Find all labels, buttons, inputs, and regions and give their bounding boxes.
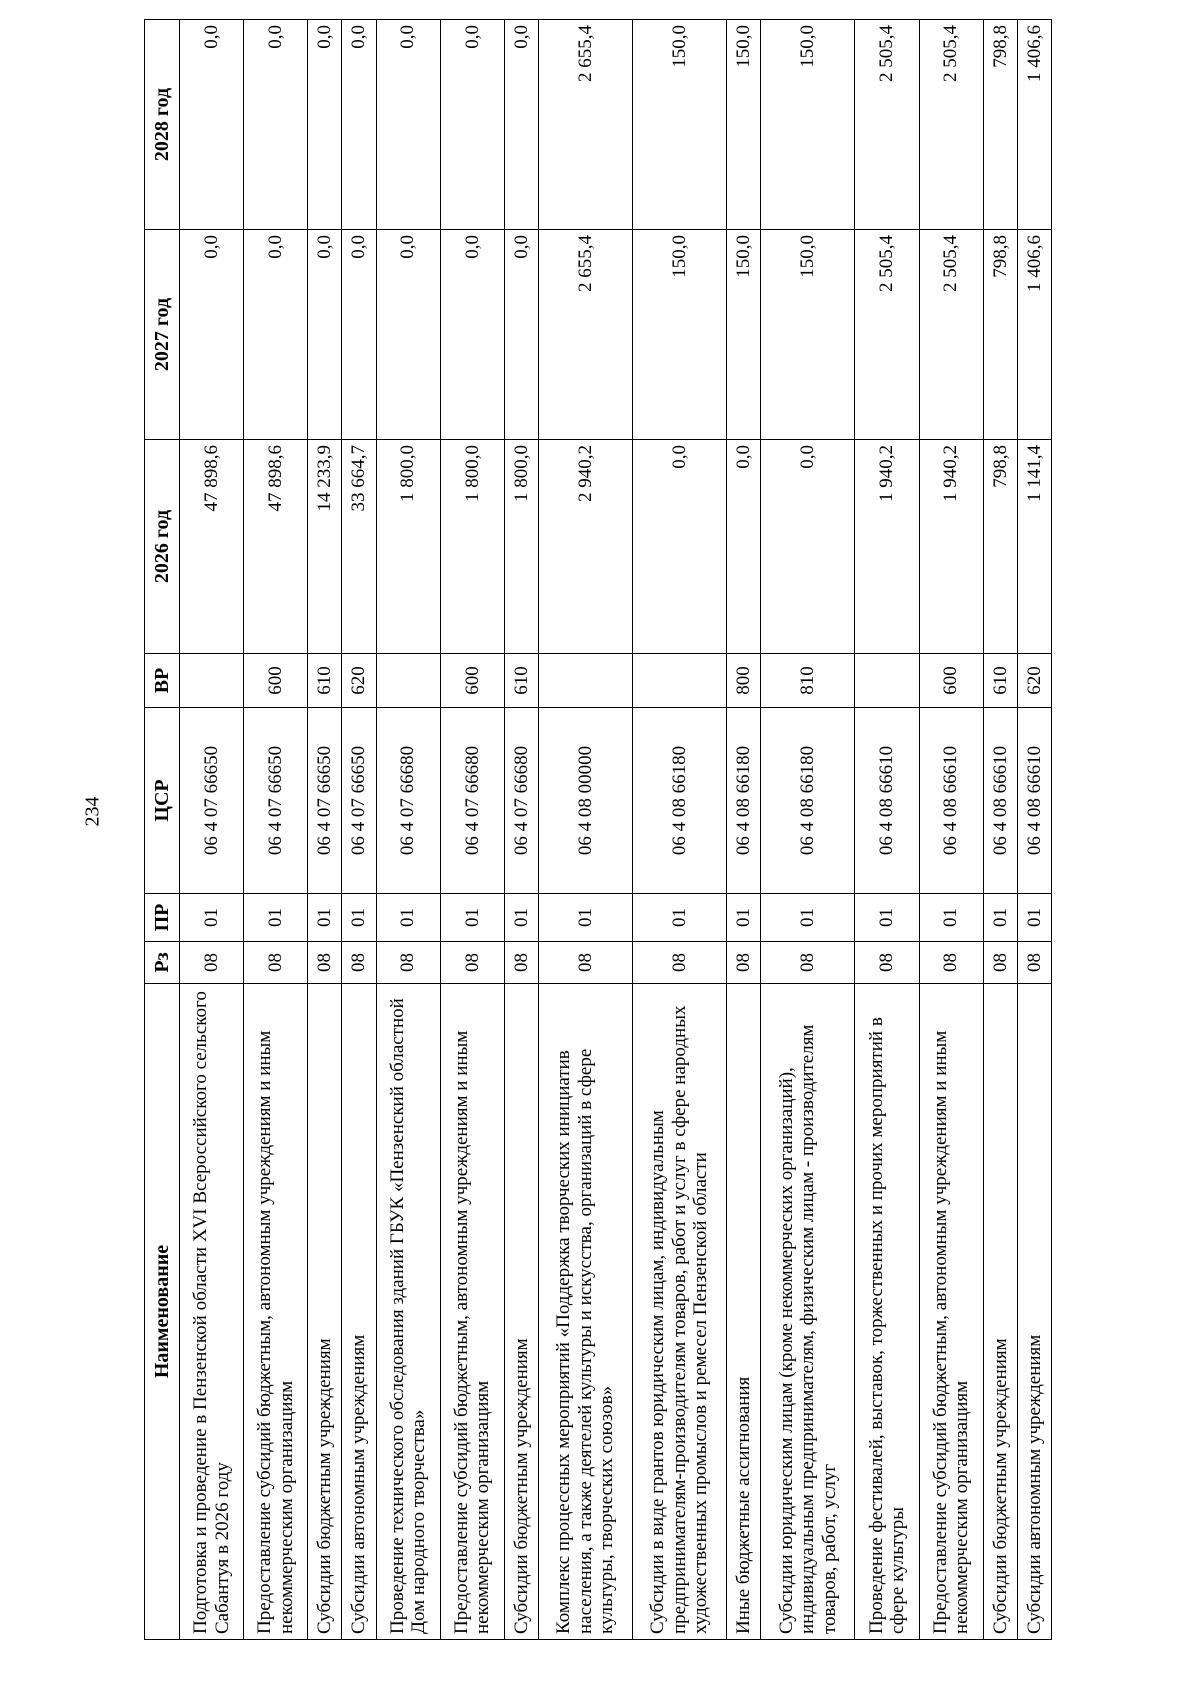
cell-2028: 0,0 (440, 20, 504, 230)
cell-rz: 08 (633, 942, 727, 984)
table-row (308, 20, 342, 1640)
cell-rz: 08 (855, 942, 919, 984)
cell-2028: 0,0 (376, 20, 440, 230)
cell-rz: 08 (180, 942, 244, 984)
cell-rz: 08 (504, 942, 538, 984)
cell-rz: 08 (308, 942, 342, 984)
header-2027: 2027 год (145, 230, 180, 440)
cell-2026: 1 940,2 (919, 440, 983, 654)
cell-pr: 01 (376, 894, 440, 942)
cell-2028: 0,0 (244, 20, 308, 230)
cell-pr: 01 (1017, 894, 1051, 942)
header-2026: 2026 год (145, 440, 180, 654)
cell-pr: 01 (727, 894, 761, 942)
cell-2028: 798,8 (983, 20, 1017, 230)
cell-2028: 0,0 (308, 20, 342, 230)
cell-pr: 01 (504, 894, 538, 942)
budget-table (144, 19, 1052, 1640)
cell-vr (855, 654, 919, 708)
cell-2027: 1 406,6 (1017, 230, 1051, 440)
cell-vr: 800 (727, 654, 761, 708)
cell-name: Субсидии в виде грантов юридическим лицам, индивидуальным предпринимателям-производителям товаров, работ и услуг в сфере народных художественных промыслов и ремесел Пензенской области (633, 984, 727, 1640)
header-vr: ВР (145, 654, 180, 708)
cell-name: Субсидии бюджетным учреждениям (504, 984, 538, 1640)
cell-2027: 798,8 (983, 230, 1017, 440)
table-row (633, 20, 727, 1640)
cell-name: Проведение фестивалей, выставок, торжественных и прочих мероприятий в сфере культуры (855, 984, 919, 1640)
cell-vr (538, 654, 632, 708)
cell-csr: 06 4 07 66650 (244, 708, 308, 894)
cell-vr: 600 (244, 654, 308, 708)
cell-csr: 06 4 08 66180 (727, 708, 761, 894)
cell-vr: 620 (342, 654, 376, 708)
cell-rz: 08 (538, 942, 632, 984)
cell-vr (180, 654, 244, 708)
cell-pr: 01 (180, 894, 244, 942)
cell-2028: 0,0 (504, 20, 538, 230)
cell-2027: 2 505,4 (919, 230, 983, 440)
cell-2027: 0,0 (440, 230, 504, 440)
cell-2027: 2 505,4 (855, 230, 919, 440)
cell-2026: 1 800,0 (376, 440, 440, 654)
cell-name: Субсидии юридическим лицам (кроме некоммерческих организаций), индивидуальным предпринимателям, физическим лицам - производителям товаров, работ, услуг (761, 984, 855, 1640)
cell-name: Проведение технического обследования зданий ГБУК «Пензенский областной Дом народного творчества» (376, 984, 440, 1640)
cell-vr: 610 (504, 654, 538, 708)
cell-2027: 0,0 (244, 230, 308, 440)
cell-rz: 08 (342, 942, 376, 984)
cell-2026: 14 233,9 (308, 440, 342, 654)
cell-rz: 08 (727, 942, 761, 984)
cell-csr: 06 4 08 66610 (919, 708, 983, 894)
cell-2026: 0,0 (727, 440, 761, 654)
cell-csr: 06 4 08 00000 (538, 708, 632, 894)
cell-2027: 0,0 (180, 230, 244, 440)
cell-2027: 0,0 (504, 230, 538, 440)
header-2028: 2028 год (145, 20, 180, 230)
table-row (504, 20, 538, 1640)
cell-2027: 0,0 (342, 230, 376, 440)
table-row (440, 20, 504, 1640)
cell-2027: 0,0 (376, 230, 440, 440)
table-row (180, 20, 244, 1640)
cell-2026: 1 141,4 (1017, 440, 1051, 654)
cell-2026: 2 940,2 (538, 440, 632, 654)
cell-2027: 0,0 (308, 230, 342, 440)
page-number: 234 (81, 796, 104, 827)
cell-2028: 2 505,4 (919, 20, 983, 230)
table-row (727, 20, 761, 1640)
cell-csr: 06 4 08 66180 (633, 708, 727, 894)
cell-2028: 2 655,4 (538, 20, 632, 230)
cell-pr: 01 (761, 894, 855, 942)
cell-pr: 01 (440, 894, 504, 942)
cell-csr: 06 4 07 66650 (342, 708, 376, 894)
cell-csr: 06 4 07 66650 (180, 708, 244, 894)
cell-vr: 600 (440, 654, 504, 708)
cell-pr: 01 (308, 894, 342, 942)
cell-vr: 610 (983, 654, 1017, 708)
cell-rz: 08 (440, 942, 504, 984)
cell-2028: 0,0 (342, 20, 376, 230)
cell-2027: 150,0 (727, 230, 761, 440)
cell-pr: 01 (983, 894, 1017, 942)
cell-2026: 1 800,0 (440, 440, 504, 654)
header-pr: ПР (145, 894, 180, 942)
cell-rz: 08 (919, 942, 983, 984)
table-row (983, 20, 1017, 1640)
cell-2027: 150,0 (633, 230, 727, 440)
cell-csr: 06 4 08 66610 (855, 708, 919, 894)
cell-csr: 06 4 08 66610 (983, 708, 1017, 894)
cell-vr: 810 (761, 654, 855, 708)
header-csr: ЦСР (145, 708, 180, 894)
cell-name: Предоставление субсидий бюджетным, автономным учреждениям и иным некоммерческим организациям (244, 984, 308, 1640)
cell-2028: 150,0 (633, 20, 727, 230)
cell-rz: 08 (761, 942, 855, 984)
cell-pr: 01 (633, 894, 727, 942)
cell-2028: 150,0 (727, 20, 761, 230)
cell-vr: 620 (1017, 654, 1051, 708)
cell-name: Иные бюджетные ассигнования (727, 984, 761, 1640)
cell-pr: 01 (538, 894, 632, 942)
cell-pr: 01 (244, 894, 308, 942)
header-rz: Рз (145, 942, 180, 984)
cell-2028: 150,0 (761, 20, 855, 230)
header-name: Наименование (145, 984, 180, 1640)
cell-rz: 08 (376, 942, 440, 984)
cell-vr: 610 (308, 654, 342, 708)
cell-name: Предоставление субсидий бюджетным, автономным учреждениям и иным некоммерческим организациям (919, 984, 983, 1640)
cell-2026: 33 664,7 (342, 440, 376, 654)
table-container (144, 20, 1052, 1640)
cell-2026: 47 898,6 (244, 440, 308, 654)
cell-vr (633, 654, 727, 708)
cell-name: Субсидии автономным учреждениям (1017, 984, 1051, 1640)
cell-csr: 06 4 07 66680 (504, 708, 538, 894)
cell-2028: 0,0 (180, 20, 244, 230)
cell-rz: 08 (1017, 942, 1051, 984)
cell-rz: 08 (983, 942, 1017, 984)
table-row (919, 20, 983, 1640)
cell-csr: 06 4 08 66180 (761, 708, 855, 894)
cell-2026: 798,8 (983, 440, 1017, 654)
cell-rz: 08 (244, 942, 308, 984)
cell-name: Подготовка и проведение в Пензенской области XVI Всероссийского сельского Сабантуя в 2026 году (180, 984, 244, 1640)
cell-csr: 06 4 07 66680 (440, 708, 504, 894)
cell-name: Субсидии бюджетным учреждениям (983, 984, 1017, 1640)
cell-csr: 06 4 07 66650 (308, 708, 342, 894)
cell-name: Предоставление субсидий бюджетным, автономным учреждениям и иным некоммерческим организациям (440, 984, 504, 1640)
cell-2027: 150,0 (761, 230, 855, 440)
cell-2026: 0,0 (633, 440, 727, 654)
cell-pr: 01 (919, 894, 983, 942)
cell-2026: 47 898,6 (180, 440, 244, 654)
cell-2026: 1 800,0 (504, 440, 538, 654)
table-row (244, 20, 308, 1640)
table-header-row (145, 20, 180, 1640)
cell-name: Комплекс процессных мероприятий «Поддержка творческих инициатив населения, а также деятелей культуры и искусства, организаций в сфере культуры, творческих союзов» (538, 984, 632, 1640)
cell-pr: 01 (855, 894, 919, 942)
cell-2027: 2 655,4 (538, 230, 632, 440)
table-row (1017, 20, 1051, 1640)
cell-pr: 01 (342, 894, 376, 942)
table-body (180, 20, 1052, 1640)
cell-2028: 2 505,4 (855, 20, 919, 230)
table-row (376, 20, 440, 1640)
table-row (538, 20, 632, 1640)
cell-name: Субсидии автономным учреждениям (342, 984, 376, 1640)
cell-2026: 1 940,2 (855, 440, 919, 654)
table-row (761, 20, 855, 1640)
cell-vr: 600 (919, 654, 983, 708)
cell-2026: 0,0 (761, 440, 855, 654)
cell-2028: 1 406,6 (1017, 20, 1051, 230)
cell-csr: 06 4 08 66610 (1017, 708, 1051, 894)
table-row (855, 20, 919, 1640)
cell-name: Субсидии бюджетным учреждениям (308, 984, 342, 1640)
cell-csr: 06 4 07 66680 (376, 708, 440, 894)
cell-vr (376, 654, 440, 708)
table-row (342, 20, 376, 1640)
